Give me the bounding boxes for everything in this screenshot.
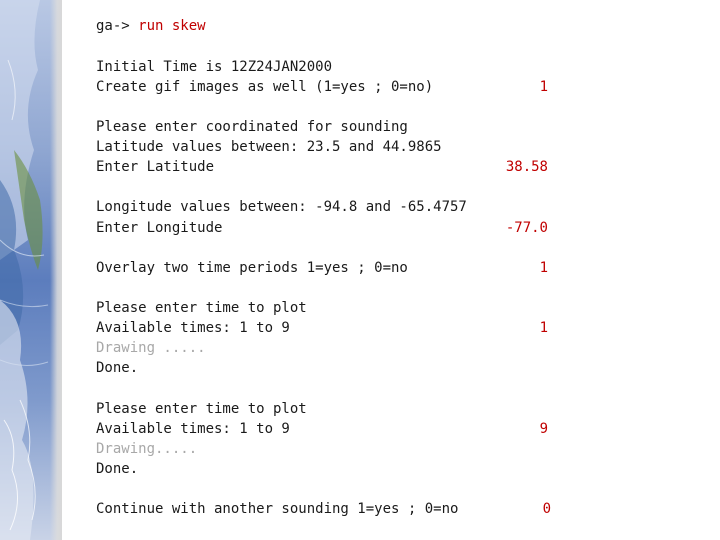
continue-answer: 0 (542, 501, 551, 517)
latitude-prompt-line: Enter Latitude (96, 159, 215, 175)
continue-question-line: Continue with another sounding 1=yes ; 0=no (96, 501, 459, 517)
overlay-answer: 1 (539, 260, 548, 276)
overlay-question-line: Overlay two time periods 1=yes ; 0=no (96, 260, 408, 276)
time1-drawing-status: Drawing ..... (96, 340, 206, 356)
latitude-range-line: Latitude values between: 23.5 and 44.9865 (96, 139, 442, 155)
gif-question-line: Create gif images as well (1=yes ; 0=no) (96, 79, 434, 95)
latitude-answer: 38.58 (505, 159, 548, 175)
command-text: run skew (138, 18, 206, 34)
time1-answer: 1 (539, 320, 548, 336)
time2-drawing-status: Drawing..... (96, 441, 198, 457)
time2-done-status: Done. (96, 461, 139, 477)
sounding-heading-line: Please enter coordinated for sounding (96, 119, 408, 135)
initial-time-line: Initial Time is 12Z24JAN2000 (96, 59, 333, 75)
prompt-symbol: ga-> (96, 18, 130, 34)
decorative-map-sidebar (0, 0, 62, 540)
longitude-range-line: Longitude values between: -94.8 and -65.4757 (96, 199, 467, 215)
time2-available-line: Available times: 1 to 9 (96, 421, 290, 437)
longitude-prompt-line: Enter Longitude (96, 220, 223, 236)
longitude-answer: -77.0 (505, 220, 548, 236)
grads-console-output (96, 0, 556, 540)
sidebar-edge-shadow (50, 0, 62, 540)
time1-available-line: Available times: 1 to 9 (96, 320, 290, 336)
time2-heading-line: Please enter time to plot (96, 401, 307, 417)
time1-done-status: Done. (96, 360, 139, 376)
gif-answer: 1 (539, 79, 548, 95)
time2-answer: 9 (539, 421, 548, 437)
time1-heading-line: Please enter time to plot (96, 300, 307, 316)
command-line (96, 16, 206, 36)
